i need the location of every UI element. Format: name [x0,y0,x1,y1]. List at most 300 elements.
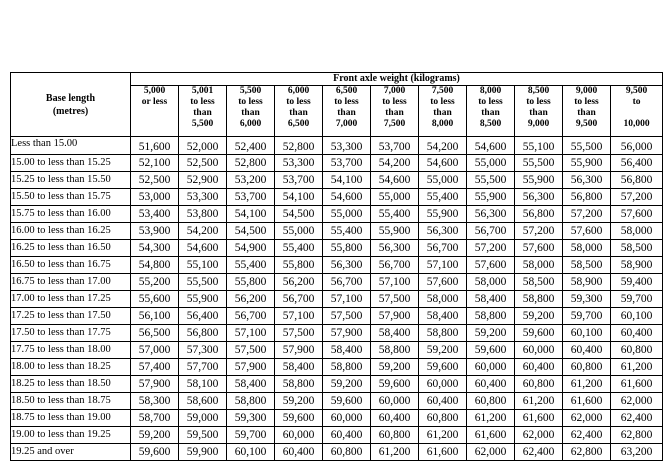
table-cell: 59,600 [323,393,371,410]
table-cell: 62,000 [611,393,663,410]
table-cell: 57,100 [227,325,275,342]
table-cell: 52,900 [179,172,227,189]
base-length-label: Base length [45,92,96,104]
table-cell: 60,000 [467,359,515,376]
column-header-line: to less [238,97,263,107]
table-cell: 59,600 [467,342,515,359]
table-cell: 60,400 [275,444,323,461]
table-cell: 59,600 [419,359,467,376]
column-header-line: to less [574,97,599,107]
column-header [419,86,467,137]
table-cell: 57,200 [611,189,663,206]
table-cell: 55,500 [515,155,563,172]
table-cell: 54,800 [131,257,179,274]
table-cell: 55,400 [371,206,419,223]
row-label: 17.00 to less than 17.25 [11,291,131,308]
table-cell: 60,000 [419,376,467,393]
table-cell: 57,900 [371,308,419,325]
table-cell: 62,400 [563,427,611,444]
table-cell: 54,600 [419,155,467,172]
table-cell: 55,400 [323,223,371,240]
column-header-line: than [193,108,212,118]
table-cell: 60,000 [371,393,419,410]
table-cell: 53,700 [323,155,371,172]
table-cell: 55,600 [131,291,179,308]
table-cell: 60,000 [323,410,371,427]
column-header-start: 7,000 [383,86,406,96]
table-cell: 53,300 [179,189,227,206]
table-cell: 56,700 [227,308,275,325]
table-cell: 59,200 [467,325,515,342]
column-header-line: than [241,108,260,118]
table-cell: 60,400 [611,325,663,342]
table-row [11,393,663,410]
table-cell: 55,400 [275,240,323,257]
column-header-line: than [481,108,500,118]
table-cell: 52,400 [227,137,275,155]
table-cell: 56,800 [179,325,227,342]
row-label: 19.00 to less than 19.25 [11,427,131,444]
column-header-line: to less [334,97,359,107]
table-cell: 55,900 [371,223,419,240]
table-cell: 53,700 [371,137,419,155]
table-cell: 56,100 [131,308,179,325]
table-cell: 53,800 [179,206,227,223]
table-cell: 60,100 [611,308,663,325]
table-cell: 55,500 [179,274,227,291]
table-cell: 58,700 [131,410,179,427]
table-cell: 60,000 [275,427,323,444]
column-header-line: or less [141,97,168,107]
table-row [11,240,663,257]
table-cell: 55,900 [467,189,515,206]
table-cell: 59,600 [275,410,323,427]
table-cell: 59,300 [227,410,275,427]
table-cell: 58,400 [371,325,419,342]
column-header-line: than [337,108,356,118]
table-cell: 59,300 [563,291,611,308]
table-cell: 62,000 [467,444,515,461]
table-cell: 54,200 [179,223,227,240]
table-row [11,444,663,461]
table-cell: 52,100 [131,155,179,172]
table-cell: 58,000 [563,240,611,257]
table-cell: 60,800 [611,342,663,359]
table-cell: 58,400 [275,359,323,376]
table-row [11,189,663,206]
table-cell: 56,800 [563,189,611,206]
table-cell: 58,500 [611,240,663,257]
table-cell: 54,600 [467,137,515,155]
table-cell: 54,500 [275,206,323,223]
table-cell: 56,400 [179,308,227,325]
table-cell: 63,200 [611,444,663,461]
row-label: 17.50 to less than 17.75 [11,325,131,342]
table-cell: 54,100 [323,172,371,189]
table-cell: 53,200 [227,172,275,189]
table-cell: 54,100 [227,206,275,223]
table-cell: 58,500 [563,257,611,274]
table-cell: 53,700 [275,172,323,189]
table-cell: 59,500 [179,427,227,444]
axle-weight-table-container [10,72,663,461]
column-header [179,86,227,137]
table-cell: 61,600 [419,444,467,461]
table-cell: 59,400 [611,274,663,291]
table-cell: 56,300 [371,240,419,257]
table-cell: 58,800 [371,342,419,359]
column-header-start: 7,500 [431,86,454,96]
column-header-start: 5,000 [143,86,166,96]
table-cell: 58,500 [515,274,563,291]
table-cell: 57,600 [611,206,663,223]
table-cell: 55,000 [371,189,419,206]
table-cell: 59,900 [179,444,227,461]
table-row [11,325,663,342]
column-header-line: than [577,108,596,118]
column-header-line: to less [286,97,311,107]
column-header-line: than [529,108,548,118]
table-row [11,291,663,308]
table-cell: 60,800 [467,393,515,410]
table-cell: 57,500 [275,325,323,342]
table-cell: 62,000 [515,427,563,444]
row-label: 19.25 and over [11,444,131,461]
table-body [11,137,663,461]
table-cell: 55,000 [467,155,515,172]
table-cell: 57,900 [323,325,371,342]
table-cell: 62,800 [563,444,611,461]
table-cell: 59,200 [419,342,467,359]
row-label: 15.75 to less than 16.00 [11,206,131,223]
table-row [11,308,663,325]
table-cell: 57,500 [323,308,371,325]
table-cell: 56,700 [419,240,467,257]
column-header-line: 6,500 [287,119,310,129]
table-cell: 54,200 [371,155,419,172]
column-header-start: 5,500 [239,86,262,96]
table-cell: 57,900 [275,342,323,359]
table-cell: 55,800 [275,257,323,274]
table-cell: 56,700 [275,291,323,308]
table-cell: 58,800 [227,393,275,410]
column-header-line: than [385,108,404,118]
table-cell: 56,300 [467,206,515,223]
column-header-start: 8,000 [479,86,502,96]
row-label: 17.75 to less than 18.00 [11,342,131,359]
table-row [11,223,663,240]
table-row [11,342,663,359]
table-cell: 52,000 [179,137,227,155]
table-cell: 57,900 [131,376,179,393]
column-header [275,86,323,137]
row-label: 16.00 to less than 16.25 [11,223,131,240]
table-cell: 62,400 [611,410,663,427]
table-cell: 54,600 [179,240,227,257]
row-label: 16.75 to less than 17.00 [11,274,131,291]
table-cell: 57,600 [467,257,515,274]
table-cell: 56,700 [467,223,515,240]
table-cell: 58,000 [467,274,515,291]
table-cell: 57,700 [179,359,227,376]
column-header-line: to [632,97,641,107]
column-header-start: 6,500 [335,86,358,96]
table-cell: 60,400 [467,376,515,393]
table-cell: 58,100 [179,376,227,393]
column-header [131,86,179,137]
row-label: 18.75 to less than 19.00 [11,410,131,427]
table-cell: 55,100 [179,257,227,274]
row-label: Less than 15.00 [11,137,131,155]
table-cell: 57,400 [131,359,179,376]
table-cell: 58,400 [323,342,371,359]
table-cell: 52,800 [275,137,323,155]
column-header-line: 9,500 [575,119,598,129]
table-cell: 58,000 [611,223,663,240]
table-cell: 53,700 [227,189,275,206]
base-length-unit: (metres) [52,105,89,117]
table-cell: 59,700 [227,427,275,444]
table-cell: 53,900 [131,223,179,240]
column-header [563,86,611,137]
column-header-start: 9,000 [575,86,598,96]
column-header-line: to less [382,97,407,107]
column-header-start: 8,500 [527,86,550,96]
column-header [467,86,515,137]
table-cell: 52,500 [131,172,179,189]
base-length-header [11,73,131,137]
table-cell: 60,400 [323,427,371,444]
table-cell: 56,300 [563,172,611,189]
table-cell: 56,300 [419,223,467,240]
table-cell: 56,300 [323,257,371,274]
column-header [323,86,371,137]
table-cell: 59,200 [515,308,563,325]
table-cell: 55,200 [131,274,179,291]
table-cell: 55,000 [275,223,323,240]
table-cell: 57,100 [419,257,467,274]
table-cell: 54,300 [131,240,179,257]
table-cell: 56,700 [371,257,419,274]
table-cell: 59,200 [323,376,371,393]
table-cell: 57,600 [515,240,563,257]
table-cell: 59,600 [515,325,563,342]
table-cell: 57,200 [467,240,515,257]
table-cell: 56,500 [131,325,179,342]
table-cell: 57,200 [515,223,563,240]
table-row [11,427,663,444]
table-cell: 54,500 [227,223,275,240]
table-cell: 55,100 [515,137,563,155]
table-cell: 54,600 [371,172,419,189]
column-header-line: 6,000 [239,119,262,129]
table-cell: 58,400 [227,376,275,393]
table-cell: 56,700 [323,274,371,291]
column-header-line: to less [430,97,455,107]
table-cell: 55,000 [419,172,467,189]
row-label: 15.50 to less than 15.75 [11,189,131,206]
table-row [11,206,663,223]
table-cell: 54,200 [419,137,467,155]
table-row [11,155,663,172]
table-cell: 58,800 [323,359,371,376]
table-cell: 62,400 [515,444,563,461]
table-cell: 59,700 [563,308,611,325]
table-cell: 61,600 [515,410,563,427]
column-header [371,86,419,137]
table-cell: 54,100 [275,189,323,206]
table-row [11,376,663,393]
table-title: Front axle weight (kilograms) [131,73,663,86]
table-row [11,410,663,427]
row-label: 18.50 to less than 18.75 [11,393,131,410]
table-cell: 58,900 [563,274,611,291]
table-cell: 60,100 [563,325,611,342]
table-cell: 56,200 [227,291,275,308]
table-cell: 58,800 [467,308,515,325]
table-cell: 55,500 [563,137,611,155]
table-cell: 62,000 [563,410,611,427]
table-cell: 58,900 [611,257,663,274]
table-cell: 57,000 [131,342,179,359]
table-cell: 58,400 [467,291,515,308]
table-cell: 60,400 [563,342,611,359]
table-cell: 60,400 [515,359,563,376]
table-cell: 58,000 [515,257,563,274]
row-label: 16.50 to less than 16.75 [11,257,131,274]
table-cell: 61,600 [467,427,515,444]
table-cell: 60,800 [419,410,467,427]
column-header-line: than [289,108,308,118]
table-cell: 58,000 [419,291,467,308]
table-cell: 59,700 [611,291,663,308]
table-cell: 59,000 [179,410,227,427]
column-header [611,86,663,137]
table-cell: 56,000 [611,137,663,155]
table-cell: 57,500 [371,291,419,308]
row-label: 17.25 to less than 17.50 [11,308,131,325]
row-label: 18.00 to less than 18.25 [11,359,131,376]
table-cell: 59,600 [131,444,179,461]
table-cell: 62,800 [611,427,663,444]
table-row [11,137,663,155]
row-label: 18.25 to less than 18.50 [11,376,131,393]
table-cell: 58,300 [131,393,179,410]
table-cell: 53,000 [131,189,179,206]
table-cell: 56,400 [611,155,663,172]
table-cell: 60,100 [227,444,275,461]
row-label: 15.00 to less than 15.25 [11,155,131,172]
table-cell: 55,900 [515,172,563,189]
table-cell: 57,300 [179,342,227,359]
table-cell: 55,400 [227,257,275,274]
table-cell: 60,400 [419,393,467,410]
table-cell: 52,800 [227,155,275,172]
column-header-end: 7,000 [335,119,358,129]
column-header-end: 9,000 [527,119,550,129]
column-header-start: 5,001 [191,86,214,96]
table-cell: 57,200 [563,206,611,223]
table-cell: 53,400 [131,206,179,223]
table-cell: 61,200 [371,444,419,461]
table-cell: 60,400 [371,410,419,427]
table-cell: 55,500 [467,172,515,189]
table-cell: 54,900 [227,240,275,257]
column-header [515,86,563,137]
column-header-start: 6,000 [287,86,310,96]
table-cell: 52,500 [179,155,227,172]
table-cell: 61,600 [611,376,663,393]
table-cell: 57,900 [227,359,275,376]
table-cell: 61,200 [611,359,663,376]
table-cell: 54,600 [323,189,371,206]
column-header-line: than [433,108,452,118]
table-row [11,274,663,291]
table-cell: 55,000 [323,206,371,223]
column-header-end: 5,500 [191,119,214,129]
table-cell: 56,300 [515,189,563,206]
column-header-line: 7,500 [383,119,406,129]
table-cell: 61,200 [563,376,611,393]
table-cell: 57,600 [563,223,611,240]
table-cell: 55,800 [227,274,275,291]
table-cell: 61,200 [515,393,563,410]
column-header-end: 8,000 [431,119,454,129]
table-cell: 59,200 [371,359,419,376]
table-cell: 56,800 [515,206,563,223]
column-header-line: to less [190,97,215,107]
table-cell: 59,200 [131,427,179,444]
table-cell: 58,400 [419,308,467,325]
column-header-line: to less [478,97,503,107]
table-cell: 56,200 [275,274,323,291]
table-cell: 57,500 [227,342,275,359]
column-header-start: 9,500 [625,86,648,96]
table-cell: 60,800 [323,444,371,461]
column-header-end: 10,000 [623,119,650,129]
axle-weight-table [10,72,663,461]
table-cell: 59,600 [371,376,419,393]
table-cell: 61,600 [563,393,611,410]
table-cell: 58,600 [179,393,227,410]
table-cell: 59,200 [275,393,323,410]
table-cell: 60,800 [515,376,563,393]
table-cell: 55,800 [323,240,371,257]
column-header-end: 8,500 [479,119,502,129]
table-cell: 60,800 [371,427,419,444]
table-cell: 55,900 [419,206,467,223]
table-row [11,172,663,189]
table-row [11,257,663,274]
table-cell: 57,100 [371,274,419,291]
table-cell: 51,600 [131,137,179,155]
table-cell: 58,800 [419,325,467,342]
table-cell: 55,900 [563,155,611,172]
table-cell: 60,000 [515,342,563,359]
table-cell: 61,200 [467,410,515,427]
table-cell: 57,100 [275,308,323,325]
table-row [11,359,663,376]
row-label: 15.25 to less than 15.50 [11,172,131,189]
table-cell: 58,800 [275,376,323,393]
table-cell: 61,200 [419,427,467,444]
table-cell: 53,300 [275,155,323,172]
table-cell: 53,300 [323,137,371,155]
table-cell: 58,800 [515,291,563,308]
table-cell: 57,100 [323,291,371,308]
table-cell: 55,900 [179,291,227,308]
table-cell: 55,400 [419,189,467,206]
